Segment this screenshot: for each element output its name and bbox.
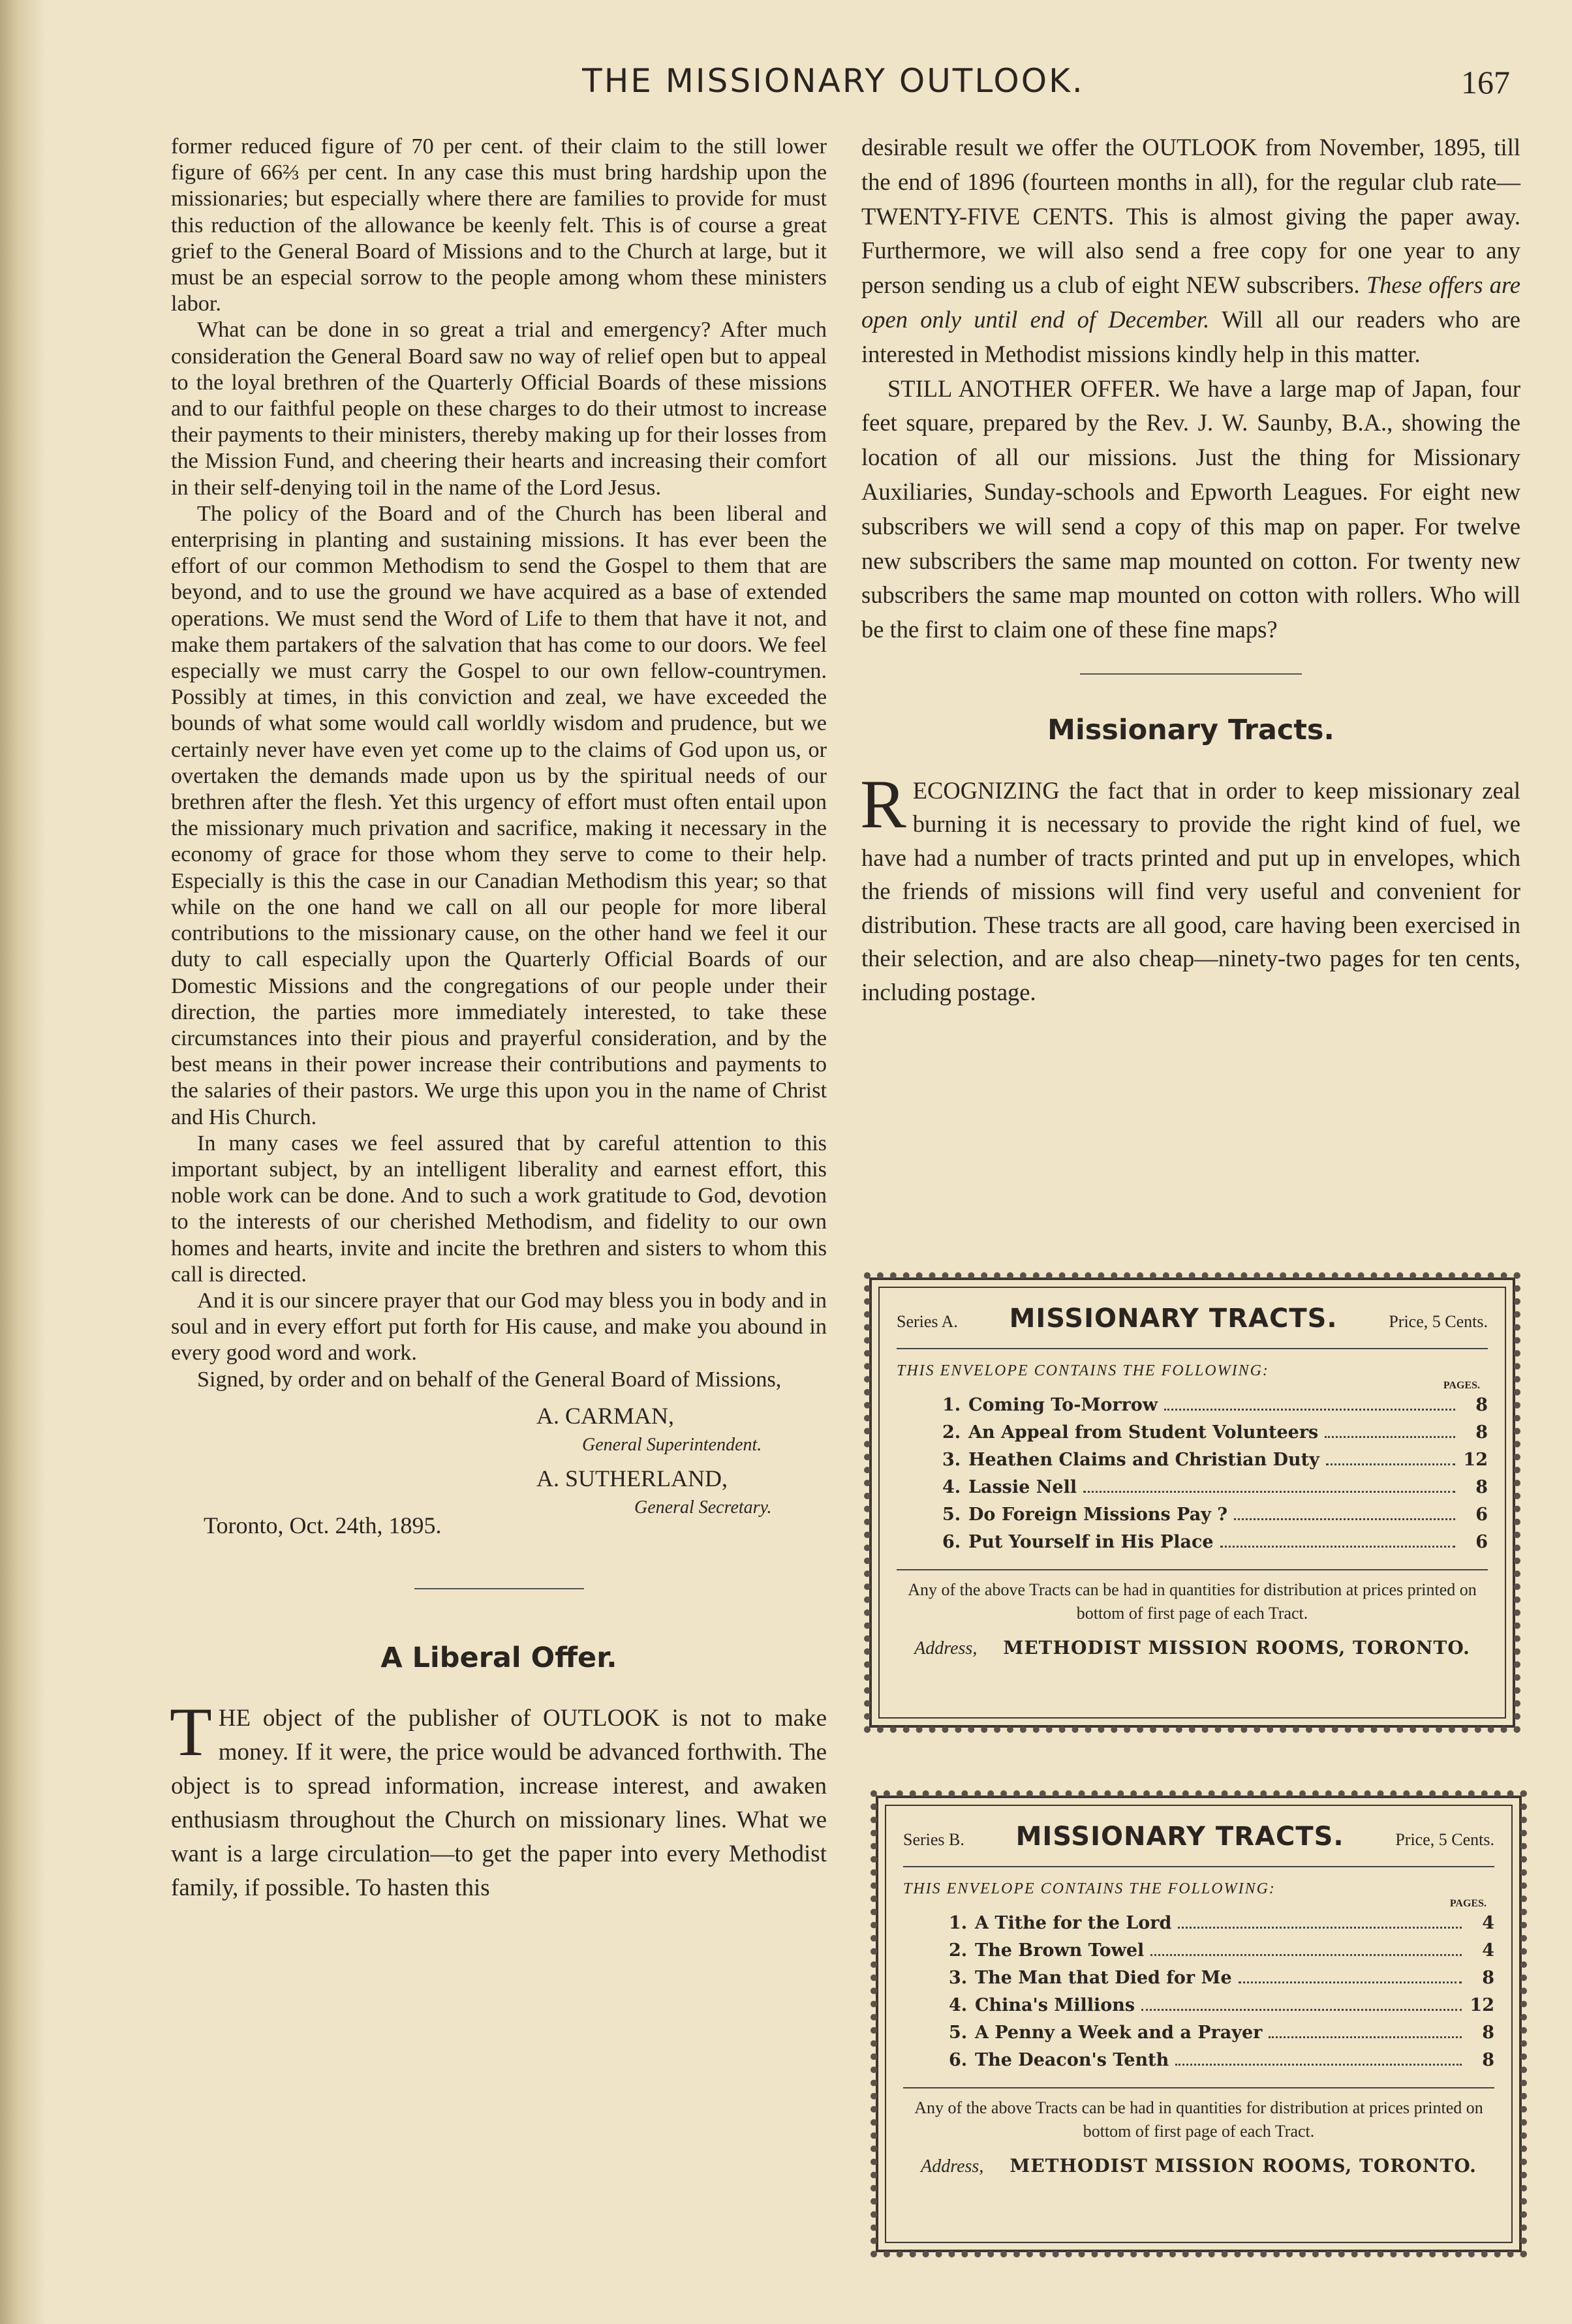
tract-note: Any of the above Tracts can be had in quantities for distribution at prices printed on bottom of first page of each Tract. <box>908 1580 1477 1623</box>
pages-column-label: PAGES. <box>1443 1380 1480 1391</box>
pages-column-label: PAGES. <box>1449 1898 1487 1909</box>
paragraph: HE object of the publisher of OUTLOOK is not to make money. If it were, the price would be advanced forthwith. The object is to spread information, increase interest, and awaken enthusiasm throughout the Church on missionary lines. What we want is a large circulation—to get the paper into every Methodist family, if possible. To hasten this <box>171 1704 827 1901</box>
leader-dots <box>1150 1954 1462 1956</box>
paragraph <box>861 130 1520 372</box>
right-column <box>861 130 1520 1009</box>
page-number: 167 <box>1461 64 1510 100</box>
tract-address <box>903 2155 1494 2177</box>
paragraph: What can be done in so great a trial and emergency? After much consideration the General Board saw no way of relief open but to appeal to the loyal brethren of the Quarterly Official Boards of these missions and to our faithful people on these charges to do their utmost to increase their payments to their ministers, thereby making up for their losses from the Mission Fund, and cheering their hearts and increasing their comfort in their self-denying toil in the name of the Lord Jesus. <box>171 318 827 500</box>
paragraph: In many cases we feel assured that by careful attention to this important subject, by an intelligent liberality and earnest effort, this noble work can be done. And to such a work gratitude to God, devotion to the interests of our cherished Methodism, and fidelity to our own homes and hearts, invite and incite the brethren and sisters to whom this call is directed. <box>171 1131 827 1287</box>
tract-header <box>903 1822 1494 1852</box>
section-title-liberal-offer: A Liberal Offer. <box>380 1641 617 1674</box>
tract-item <box>903 1992 1494 2019</box>
item-title: Do Foreign Missions Pay ? <box>968 1505 1228 1525</box>
tract-title: MISSIONARY TRACTS. <box>1009 1304 1338 1334</box>
item-number: 1. <box>949 1913 968 1933</box>
tract-divider <box>897 1348 1488 1349</box>
tract-envelope-inner <box>878 1287 1506 1719</box>
tract-item <box>897 1474 1488 1501</box>
leader-dots <box>1239 1981 1462 1983</box>
item-number: 3. <box>942 1450 961 1470</box>
item-pages: 6 <box>1475 1532 1488 1552</box>
address-value: METHODIST MISSION ROOMS, TORONTO. <box>1003 1637 1470 1659</box>
signature-block <box>536 1399 827 1521</box>
item-pages: 8 <box>1482 2050 1494 2070</box>
leader-dots <box>1178 1927 1462 1929</box>
page-header <box>157 62 1510 114</box>
leader-dots <box>1175 2064 1462 2066</box>
tract-contains-label: THIS ENVELOPE CONTAINS THE FOLLOWING: <box>903 1880 1276 1897</box>
tract-item <box>897 1529 1488 1556</box>
item-pages: 12 <box>1470 1995 1494 2015</box>
signatory-name: A. SUTHERLAND, <box>536 1465 728 1491</box>
left-column <box>171 134 827 1905</box>
section-divider <box>414 1588 584 1589</box>
tract-item <box>897 1446 1488 1474</box>
item-number: 4. <box>942 1477 961 1497</box>
tract-header <box>897 1304 1488 1334</box>
tract-contains-label: THIS ENVELOPE CONTAINS THE FOLLOWING: <box>897 1362 1269 1379</box>
item-title: Put Yourself in His Place <box>968 1532 1214 1552</box>
tracts-body <box>860 765 1520 1009</box>
leader-dots <box>1141 2009 1462 2011</box>
tract-divider <box>903 2087 1494 2088</box>
item-number: 3. <box>949 1968 968 1988</box>
signatory-role: General Superintendent. <box>582 1434 762 1455</box>
paragraph: Signed, by order and on behalf of the General Board of Missions, <box>197 1367 782 1392</box>
leader-dots <box>1164 1409 1455 1411</box>
tract-address <box>897 1637 1488 1659</box>
tract-price: Price, 5 Cents. <box>1389 1312 1488 1331</box>
tract-series: Series B. <box>903 1830 964 1849</box>
item-title: An Appeal from Student Volunteers <box>968 1422 1319 1443</box>
item-pages: 8 <box>1475 1395 1488 1415</box>
item-number: 5. <box>949 2023 968 2043</box>
item-title: The Deacon's Tenth <box>975 2050 1169 2070</box>
tract-item <box>897 1501 1488 1529</box>
leader-dots <box>1326 1463 1455 1465</box>
leader-dots <box>1325 1436 1455 1438</box>
item-title: A Penny a Week and a Prayer <box>975 2023 1263 2043</box>
address-value: METHODIST MISSION ROOMS, TORONTO. <box>1009 2155 1477 2177</box>
signatory-role: General Secretary. <box>634 1497 772 1518</box>
tract-item <box>897 1392 1488 1419</box>
leader-dots <box>1234 1518 1455 1520</box>
item-title: The Man that Died for Me <box>975 1968 1232 1988</box>
leader-dots <box>1269 2036 1462 2038</box>
paragraph: former reduced figure of 70 per cent. of their claim to the still lower figure of 66⅔ per cent. In any case this must bring hardship upon the missionaries; but especially where there are families to provide for must this reduction of the allowance be keenly felt. This is of course a great grief to the General Board of Missions and to the Church at large, but it must be an especial sorrow to the people among whom these ministers labor. <box>171 134 827 316</box>
tract-title: MISSIONARY TRACTS. <box>1015 1822 1344 1852</box>
tract-envelope-series-a <box>869 1277 1515 1728</box>
address-label: Address, <box>921 2156 984 2177</box>
section-divider <box>1080 673 1302 675</box>
item-number: 1. <box>942 1395 961 1415</box>
tract-series: Series A. <box>897 1312 958 1331</box>
item-pages: 12 <box>1463 1450 1488 1470</box>
item-title: Heathen Claims and Christian Duty <box>968 1450 1319 1470</box>
dropcap: T <box>170 1693 212 1770</box>
item-number: 6. <box>942 1532 961 1552</box>
offer-text: Will all our readers who are interested in Methodist missions kindly help in this matter. <box>861 305 1520 367</box>
leader-dots <box>1220 1546 1455 1548</box>
address-label: Address, <box>914 1638 978 1659</box>
paragraph: The policy of the Board and of the Church has been liberal and enterprising in planting and sustaining missions. It has ever been the effort of our common Methodism to send the Gospel to them that are beyond, and to use the ground we have acquired as a base of extended operations. We must send the Word of Life to them that have it not, and make them partakers of the salvation that has come to our doors. We feel especially we must carry the Gospel to our own fellow-countrymen. Possibly at times, in this conviction and zeal, we have exceeded the bounds of what some would call worldly wisdom and prudence, but we certainly never have even yet come up to the claims of God upon us, or overtaken the demands made upon us by the spiritual needs of our brethren after the flesh. Yet this urgency of effort must often entail upon the missionary much privation and sacrifice, making it necessary in the economy of grace for those whom they serve to come to their help. Especially is this the case in our Canadian Methodism this year; so that while on the one hand we call on all our people for more liberal contributions to the missionary cause, on the other hand we feel it our duty to call especially upon the Quarterly Official Boards of our Domestic Missions and the congregations of our people under their direction, the parties more immediately interested, to take these circumstances into their pious and prayerful consideration, and by the best means in their power increase their contributions and payments to the salaries of their pastors. We urge this upon you in the name of Christ and His Church. <box>171 501 827 1129</box>
paragraph: STILL ANOTHER OFFER. We have a large map of Japan, four feet square, prepared by the Rev. J. W. Saunby, B.A., showing the location of all our missions. Just the thing for Missionary Auxiliaries, Sunday-schools and Epworth Leagues. For eight new subscribers we will send a copy of this map on paper. For twelve new subscribers the same map mounted on cotton. For twenty new subscribers the same map mounted on cotton with rollers. Who will be the first to claim one of these fine maps? <box>861 375 1520 643</box>
item-pages: 4 <box>1482 1940 1494 1961</box>
liberal-offer-body <box>170 1693 827 1905</box>
tract-item <box>903 2019 1494 2047</box>
tract-item <box>903 1910 1494 1937</box>
paragraph: And it is our sincere prayer that our God may bless you in body and in soul and in every effort put forth for His cause, and make you abound in every good word and work. <box>171 1288 827 1366</box>
item-title: The Brown Towel <box>975 1940 1145 1961</box>
tract-divider <box>903 1866 1494 1867</box>
running-title: THE MISSIONARY OUTLOOK. <box>582 62 1085 100</box>
tract-note: Any of the above Tracts can be had in quantities for distribution at prices printed on bottom of first page of each Tract. <box>914 2098 1483 2141</box>
leader-dots <box>1083 1491 1455 1493</box>
item-pages: 8 <box>1482 2023 1494 2043</box>
item-number: 2. <box>949 1940 968 1961</box>
item-number: 4. <box>949 1995 968 2015</box>
paragraph: ECOGNIZING the fact that in order to keep missionary zeal burning it is necessary to provide the right kind of fuel, we have had a number of tracts printed and put up in envelopes, which the friends of missions will find very useful and convenient for distribution. These tracts are all good, care having been exercised in their selection, and are also cheap—ninety-two pages for ten cents, including postage. <box>861 776 1520 1005</box>
tract-divider <box>897 1569 1488 1570</box>
item-pages: 6 <box>1475 1505 1488 1525</box>
item-number: 2. <box>942 1422 961 1443</box>
tract-item <box>903 1965 1494 1992</box>
tract-item <box>903 2047 1494 2074</box>
dropcap: R <box>860 765 906 842</box>
item-title: Lassie Nell <box>968 1477 1077 1497</box>
tract-price: Price, 5 Cents. <box>1395 1830 1494 1849</box>
item-pages: 8 <box>1475 1422 1488 1443</box>
offer-text: desirable result we offer the OUTLOOK from November, 1895, till the end of 1896 (fourteen months in all), for the regular club rate—TWENTY-FIVE CENTS. This is almost giving the paper away. Furthermore, we will also send a free copy for one year to any person sending us a club of eight NEW subscribers. <box>861 134 1520 299</box>
dateline: Toronto, Oct. 24th, 1895. <box>204 1512 442 1538</box>
item-pages: 8 <box>1482 1968 1494 1988</box>
item-title: A Tithe for the Lord <box>975 1913 1172 1933</box>
item-pages: 4 <box>1482 1913 1494 1933</box>
page-gutter-shadow <box>0 0 46 2324</box>
signatory-name: A. CARMAN, <box>536 1402 675 1429</box>
item-number: 6. <box>949 2050 968 2070</box>
item-title: China's Millions <box>975 1995 1135 2015</box>
tract-envelope-inner <box>885 1805 1513 2243</box>
item-pages: 8 <box>1475 1477 1488 1497</box>
section-title-missionary-tracts: Missionary Tracts. <box>1047 713 1334 746</box>
tract-item <box>903 1937 1494 1965</box>
tract-envelope-series-b <box>876 1796 1522 2252</box>
item-title: Coming To-Morrow <box>968 1395 1158 1415</box>
offer-deadline: These offers are open only until end of December. <box>861 271 1520 333</box>
item-number: 5. <box>942 1505 961 1525</box>
tract-item <box>897 1419 1488 1446</box>
